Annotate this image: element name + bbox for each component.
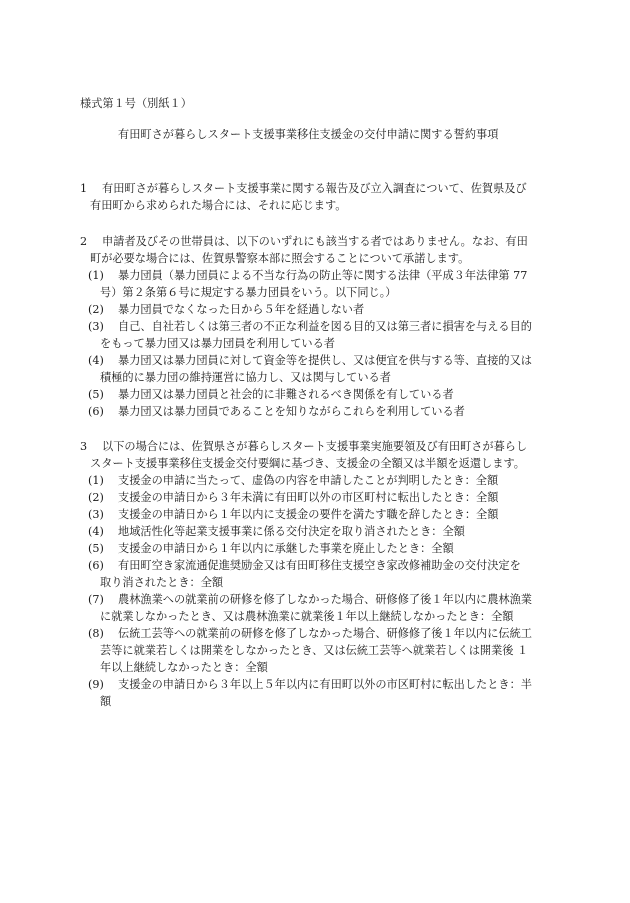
- list-item-line: 有田町空き家流通促進奨励金又は有田町移住支援空き家改修補助金の交付決定を: [118, 559, 521, 572]
- list-item-number: (6): [88, 405, 104, 418]
- list-item: [80, 386, 550, 403]
- form-number: 様式第１号（別紙１）: [80, 97, 192, 110]
- list-item-line: 地域活性化等起業支援事業に係る交付決定を取り消されたとき：全額: [118, 525, 465, 538]
- list-item-number: (5): [88, 388, 104, 401]
- section-text: [90, 180, 550, 214]
- list-item-line: 支援金の申請日から３年以上５年以内に有田町以外の市区町村に転出したとき：半: [118, 678, 532, 691]
- list-item-line: 支援金の申請日から１年以内に承継した事業を廃止したとき：全額: [118, 542, 454, 555]
- list-item: [80, 540, 550, 557]
- list-item-line: 号）第２条第６号に規定する暴力団員をいう。以下同じ。）: [100, 286, 397, 299]
- list-item-text: [114, 523, 550, 540]
- section-text-line: 町が必要な場合には、佐賀県警察本部に照会することについて承諾します。: [90, 252, 470, 265]
- section-2: [80, 233, 550, 420]
- list-item-text: [114, 403, 550, 420]
- section-number: 2: [80, 235, 88, 248]
- list-item-line: 年以上継続しなかったとき：全額: [100, 661, 268, 674]
- section-text-line: 有田町から求められた場合には、それに応じます。: [90, 199, 347, 212]
- list-item-text: [114, 386, 550, 403]
- section-number: 1: [80, 182, 88, 195]
- list-item: [80, 676, 550, 710]
- list-item: [80, 625, 550, 676]
- list-item: [80, 472, 550, 489]
- list-item-line: 暴力団又は暴力団員に対して資金等を提供し、又は便宜を供与する等、直接的又は: [118, 354, 532, 367]
- item-list: [80, 472, 550, 710]
- list-item-line: 取り消されたとき：全額: [100, 576, 224, 589]
- document-title: 有田町さが暮らしスタート支援事業移住支援金の交付申請に関する誓約事項: [118, 128, 499, 141]
- list-item-line: 暴力団員でなくなった日から５年を経過しない者: [118, 303, 365, 316]
- list-item-text: [100, 267, 550, 301]
- list-item: [80, 489, 550, 506]
- list-item: [80, 403, 550, 420]
- section-heading: [80, 180, 550, 214]
- section-1: [80, 180, 550, 214]
- section-heading: [80, 438, 550, 472]
- section-text-line: 以下の場合には、佐賀県さが暮らしスタート支援事業実施要領及び有田町さが暮らし: [102, 440, 528, 453]
- list-item-line: 農林漁業への就業前の研修を修了しなかった場合、研修修了後１年以内に農林漁業: [118, 593, 532, 606]
- list-item-number: (9): [88, 678, 104, 691]
- list-item: [80, 318, 550, 352]
- list-item-line: 自己、自社若しくは第三者の不正な利益を図る目的又は第三者に損害を与える目的: [118, 320, 532, 333]
- list-item-number: (6): [88, 559, 104, 572]
- section-heading: [80, 233, 550, 267]
- list-item-text: [114, 472, 550, 489]
- list-item-number: (5): [88, 542, 104, 555]
- list-item-text: [100, 676, 550, 710]
- section-text: [90, 233, 550, 267]
- list-item-text: [100, 557, 550, 591]
- list-item: [80, 591, 550, 625]
- list-item-number: (8): [88, 627, 104, 640]
- list-item-text: [100, 625, 550, 676]
- list-item: [80, 523, 550, 540]
- list-item-line: 支援金の申請日から１年以内に支援金の要件を満たす職を辞したとき：全額: [118, 508, 499, 521]
- list-item-line: 暴力団又は暴力団員であることを知りながらこれらを利用している者: [118, 405, 465, 418]
- list-item-number: (1): [88, 474, 104, 487]
- list-item-text: [114, 540, 550, 557]
- section-3: [80, 438, 550, 710]
- list-item: [80, 267, 550, 301]
- list-item-line: 芸等に就業若しくは開業をしなかったとき、又は伝統工芸等へ就業若しくは開業後 １: [100, 644, 529, 657]
- list-item-line: 伝統工芸等への就業前の研修を修了しなかった場合、研修修了後１年以内に伝統工: [118, 627, 532, 640]
- list-item: [80, 506, 550, 523]
- section-number: 3: [80, 440, 88, 453]
- list-item-number: (1): [88, 269, 104, 282]
- list-item-text: [114, 506, 550, 523]
- list-item: [80, 352, 550, 386]
- section-text-line: スタート支援事業移住支援金交付要綱に基づき、支援金の全額又は半額を返還します。: [90, 457, 525, 470]
- list-item-line: をもって暴力団又は暴力団員を利用している者: [100, 337, 335, 350]
- section-text-line: 申請者及びその世帯員は、以下のいずれにも該当する者ではありません。なお、有田: [102, 235, 528, 248]
- section-text-line: 有田町さが暮らしスタート支援事業に関する報告及び立入調査について、佐賀県及び: [102, 182, 527, 195]
- list-item-line: 積極的に暴力団の維持運営に協力し、又は関与している者: [100, 371, 391, 384]
- list-item-text: [114, 301, 550, 318]
- list-item-text: [100, 318, 550, 352]
- list-item: [80, 301, 550, 318]
- section-text: [90, 438, 550, 472]
- list-item-text: [100, 591, 550, 625]
- list-item-line: 額: [100, 695, 112, 708]
- list-item: [80, 557, 550, 591]
- list-item-line: に就業しなかったとき、又は農林漁業に就業後１年以上継続しなかったとき：全額: [100, 610, 514, 623]
- list-item-number: (7): [88, 593, 104, 606]
- list-item-number: (4): [88, 354, 104, 367]
- list-item-text: [100, 352, 550, 386]
- list-item-line: 支援金の申請日から３年未満に有田町以外の市区町村に転出したとき：全額: [118, 491, 499, 504]
- list-item-line: 暴力団又は暴力団員と社会的に非難されるべき関係を有している者: [118, 388, 454, 401]
- list-item-text: [114, 489, 550, 506]
- list-item-number: (2): [88, 491, 104, 504]
- list-item-number: (3): [88, 320, 104, 333]
- list-item-line: 暴力団員（暴力団員による不当な行為の防止等に関する法律（平成３年法律第 77: [118, 269, 528, 282]
- item-list: [80, 267, 550, 420]
- list-item-number: (2): [88, 303, 104, 316]
- list-item-number: (3): [88, 508, 104, 521]
- list-item-line: 支援金の申請に当たって、虚偽の内容を申請したことが判明したとき：全額: [118, 474, 499, 487]
- list-item-number: (4): [88, 525, 104, 538]
